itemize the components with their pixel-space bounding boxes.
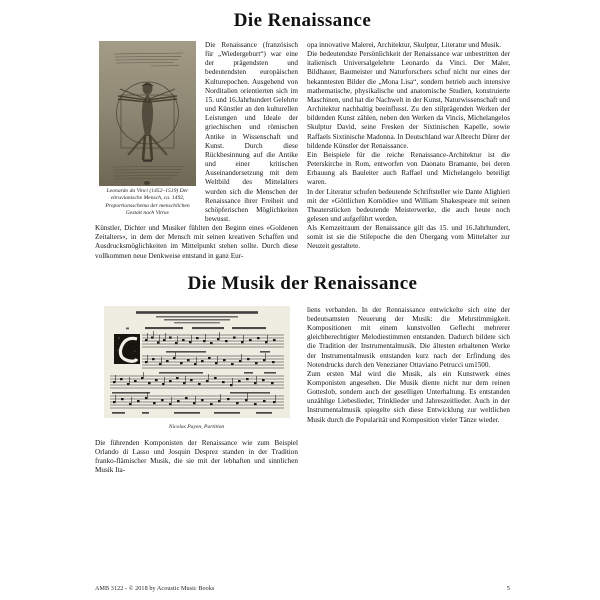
section2-columns — [95, 306, 510, 476]
section2-paragraph-1: Die führenden Komponisten der Renaissance wie zum Beispiel Orlando di Lasso und Josquin Desprez standen in der Tradition franko-flämischer Musik, die sie mit der lebhaften und sinnlichen Musik Ita- — [95, 438, 298, 475]
section1-paragraph-6: In der Literatur schufen bedeutende Schriftsteller wie Dante Alighieri mit der »Göttlichen Komödie« und William Shakespeare mit seinen Theaterstücken bedeutende Meisterwerke, die auch heute noch gelesen und aufgeführt werden. — [307, 187, 510, 223]
section1-paragraph-1: Die Renaissance (französisch für „Wiedergeburt“) war eine der prägendsten und bedeutendsten europäischen Kulturepochen. Ausgehend von Norditalien orientierten sich im 15. und 16.Jahrhundert Gelehrte und Künstler an den kulturellen Leistungen und Ideale der griechischen und römischen Antike in Wissenschaft und Kunst. Durch diese Rückbesinnung auf die Antike und einer kritischen Auseinandersetzung mit dem Weltbild des Mittelalters wurden sich die Menschen der Renaissance ihrer Freiheit und schöpferischen Möglichkeiten bewusst. — [205, 41, 298, 223]
figure-caption-vitruvian: Leonardo da Vinci (1452–1519) Der vitruvianische Mensch, ca. 1492, Proportionsschema der menschlichen Gestalt nach Vitruv — [105, 188, 190, 217]
music-score-icon — [104, 306, 290, 418]
figure-partition — [104, 306, 290, 432]
section1-paragraph-5: Ein Beispiele für die reiche Renaissance-Architektur ist die Peterskirche in Rom, entworfen von Daonato Bramante, bei deren Erbauung als Bauleiter auch Raffael und Michelangelo beteiligt waren. — [307, 150, 510, 187]
footer-copyright: AMB 3122 - © 2018 by Acoustic Music Books — [95, 586, 215, 592]
section2-paragraph-2: liens verbanden. In der Rennaissance entwickelte sich eine der bedeutsamsten Neuerung der Musik: die Mehrstimmigkeit. Kompositionen mit einem kunstvollen Geflecht mehrerer gleichberechtigter Melodiestimmen entstanden. Dadurch bildete sich die Tradition der Instrumentalmusik. Die ältesten erhaltenen Werke der Instrumentalmusik entstanden kurz nach der Erfindung des Notendrucks durch den Venezianer Ottaviano Petrucci um1500. — [307, 305, 510, 369]
section2-left-column — [95, 306, 298, 476]
section1-paragraph-2: Künstler, Dichter und Musiker fühlten den Beginn eines »Goldenen Zeitalters«, in dem der Mensch mit seinen kreativen Schaffen und Ausdrucksmöglichkeiten im Mittelpunkt stehen sollte. Durch diese vollkommen neue Denkweise entstand in ganz Eur- — [95, 224, 298, 260]
page-title: Die Renaissance — [233, 10, 372, 31]
vitruvian-man-icon — [99, 41, 196, 186]
section-title-music: Die Musik der Renaissance — [187, 272, 418, 294]
section1-right-column — [307, 41, 510, 261]
section1-paragraph-4: Die bedeutendste Persönlichkeit der Renaissance war unbestritten der italienisch Universalgelehrte Leonardo da Vinci. Der Maler, Bildhauer, Baumeister und Naturforschers schuf nicht nur eines der bekanntesten Bilder die „Mona Lisa“, sondern betrieb auch intensive mathematische, physikalische und anatomische Studien, konstruierte Maschinen, und hat die Nachwelt in der Kunst, Naturwissenschaft und Architektur nachhaltig beeinflusst. Zu den stilprägenden Werken der bildenden Kunst zählen, neben den Werken da Vincis, Michelangelos Skulptur David, seine Fresken der Sixtinischen Kapelle, sowie Raffaels Sixtinische Madonna. In Deutschland war Albrecht Dürer der bildende Künstler der Renaissance. — [307, 50, 510, 150]
section2-right-column — [307, 306, 510, 476]
figure-vitruvian-man — [99, 41, 196, 218]
section1-paragraph-3: opa innovative Malerei, Architektur, Skulptur, Literatur und Musik. — [307, 41, 502, 49]
section-renaissance — [95, 41, 510, 261]
section2-paragraph-3: Zum ersten Mal wird die Musik, als ein Kunstwerk eines Komponisten angesehen. Die Musik diente nicht nur dem reinen Gotteslob, sondern auch der geselligen Unterhaltung. Es entstanden unzählige Liebeslieder, Trinklieder und Jahreszeitlieder. Auch in der Instrumentalmusik spiegelte sich diese Entwicklung zur weltlichen Musik durch die Popularität und Komposition vieler Tänze wieder. — [307, 369, 510, 424]
section1-paragraph-7: Als Kernzeitraum der Renaissance gilt das 15. und 16.Jahrhundert, somit ist sie die Stilepoche die den Übergang vom Mittelalter zur Neuzeit gestaltete. — [307, 224, 510, 251]
figure-caption-partition: Nicolas Payen, Partition — [168, 423, 225, 430]
section1-columns — [95, 41, 510, 261]
page-number: 5 — [506, 585, 510, 592]
section1-left-column — [95, 41, 298, 261]
